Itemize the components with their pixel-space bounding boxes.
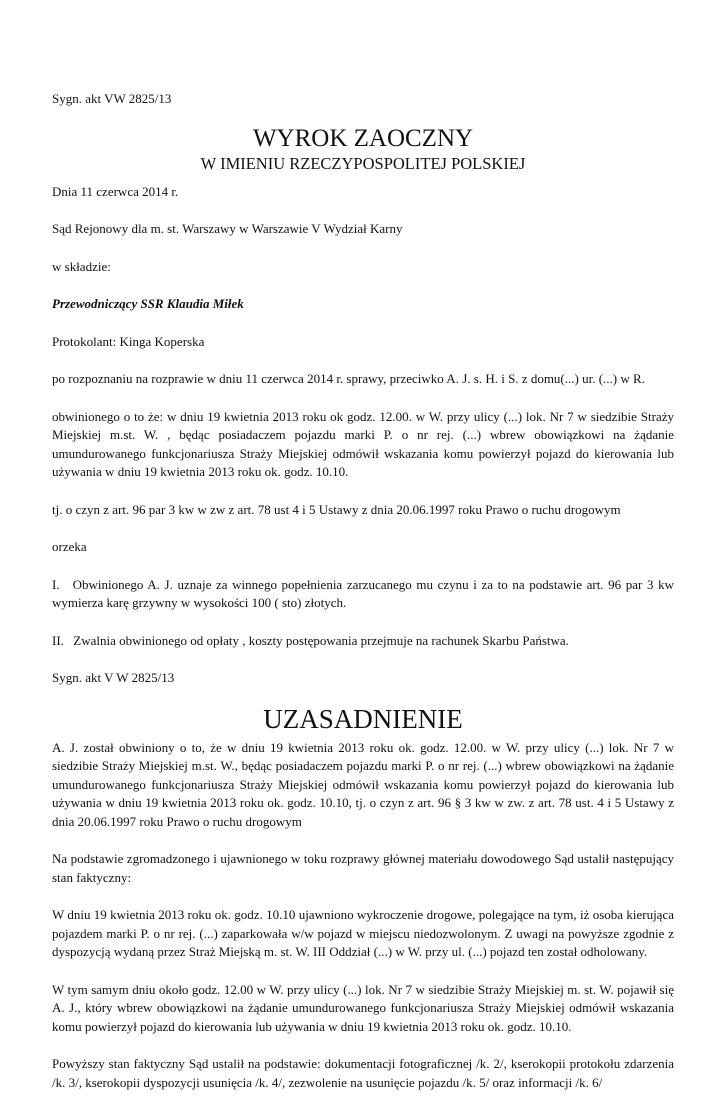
justification-paragraph: W dniu 19 kwietnia 2013 roku ok. godz. 10.10 ujawniono wykroczenie drogowe, polegające na tym, iż osoba kierująca pojazdem marki P. o nr rej. (...) zaparkowała w/w pojazd w miejscu niedozwolonym. Z uwagi na powyższe zgodnie z dyspozycją wydaną przez Straż Miejską m. st. W. III Oddział (...) w W. przy ul. (...) pojazd ten został odholowany. (52, 907, 674, 959)
justification-paragraph: Na podstawie zgromadzonego i ujawnionego w toku rozprawy głównej materiału dowodowego Sąd ustalił następujący stan faktyczny: (52, 851, 674, 885)
court-name: Sąd Rejonowy dla m. st. Warszawy w Warszawie V Wydział Karny (52, 221, 403, 236)
verdict-item-text: Obwinionego A. J. uznaje za winnego popełnienia zarzucanego mu czynu i za to na podstawie art. 96 par 3 kw wymierza karę grzywny w wysokości 100 ( sto) złotych. (52, 576, 675, 610)
clerk: Protokolant: Kinga Koperska (52, 333, 205, 349)
case-signature: Sygn. akt VW 2825/13 (52, 91, 172, 106)
decides-label: orzeka (52, 539, 87, 554)
verdict-subtitle: W IMIENIU RZECZYPOSPOLITEJ POLSKIEJ (200, 153, 526, 173)
document-page (52, 90, 674, 1111)
charge-text: obwinionego o to że: w dniu 19 kwietnia 2013 roku ok godz. 12.00. w W. przy ulicy (...) lok. Nr 7 w siedzibie Straży Miejskiej m.st. W. , będąc posiadaczem pojazdu marki P. o nr rej. (...) wbrew obowiązkowi na żądanie umundurowanego funkcjonariusza Straży Miejskiej odmówił wskazania komu powierzył pojazd do kierowania lub używania w dniu 19 kwietnia 2013 roku ok. godz. 10.10. (52, 408, 674, 479)
verdict-date: Dnia 11 czerwca 2014 r. (52, 183, 179, 199)
verdict-item (52, 632, 674, 651)
verdict-title: WYROK ZAOCZNY (252, 124, 474, 152)
verdict-item-number: II. (52, 632, 64, 648)
legal-basis: tj. o czyn z art. 96 par 3 kw w zw z art. 78 ust 4 i 5 Ustawy z dnia 20.06.1997 roku Prawo o ruchu drogowym (52, 501, 621, 517)
justification-paragraph: A. J. został obwiniony o to, że w dniu 19 kwietnia 2013 roku ok. godz. 12.00. w W. przy ulicy (...) lok. Nr 7 w siedzibie Straży Miejskiej m.st. W., będąc posiadaczem pojazdu marki P. o nr rej. (...) wbrew obowiązkowi na żądanie umundurowanego funkcjonariusza Straży Miejskiej odmówił wskazania komu powierzył pojazd do kierowania lub używania w dniu 19 kwietnia 2013 roku ok. godz. 10.10, tj. o czyn z art. 96 § 3 kw w zw. z art. 78 ust. 4 i 5 Ustawy z dnia 20.06.1997 roku Prawo o ruchu drogowym (52, 739, 674, 829)
justification-paragraph: W tym samym dniu około godz. 12.00 w W. przy ulicy (...) lok. Nr 7 w siedzibie Straży Miejskiej m. st. W. pojawił się A. J., który wbrew obowiązkowi na żądanie umundurowanego funkcjonariusza Straży Miejskiej odmówił wskazania komu powierzył pojazd do kierowania lub używania w dniu 19 kwietnia 2013 roku ok. godz. 10.10. (52, 981, 674, 1034)
verdict-item (52, 576, 674, 613)
verdict-item-number: I. (52, 576, 60, 592)
verdict-item-text: Zwalnia obwinionego od opłaty , koszty postępowania przejmuje na rachunek Skarbu Państwa. (73, 632, 569, 648)
justification-title: UZASADNIENIE (263, 703, 463, 734)
justification-paragraph: Powyższy stan faktyczny Sąd ustalił na podstawie: dokumentacji fotograficznej /k. 2/, kserokopii protokołu zdarzenia /k. 3/, kserokopii dyspozycji usunięcia /k. 4/, zezwolenie na usunięcie pojazdu /k. 5/ oraz informacji /k. 6/ (52, 1056, 674, 1090)
hearing-info: po rozpoznaniu na rozprawie w dniu 11 czerwca 2014 r. sprawy, przeciwko A. J. s. H. i S. z domu(...) ur. (...) w R. (52, 371, 645, 386)
presiding-judge: Przewodniczący SSR Klaudia Miłek (52, 296, 244, 311)
justification-signature: Sygn. akt V W 2825/13 (52, 670, 175, 685)
composition-label: w składzie: (52, 258, 111, 274)
